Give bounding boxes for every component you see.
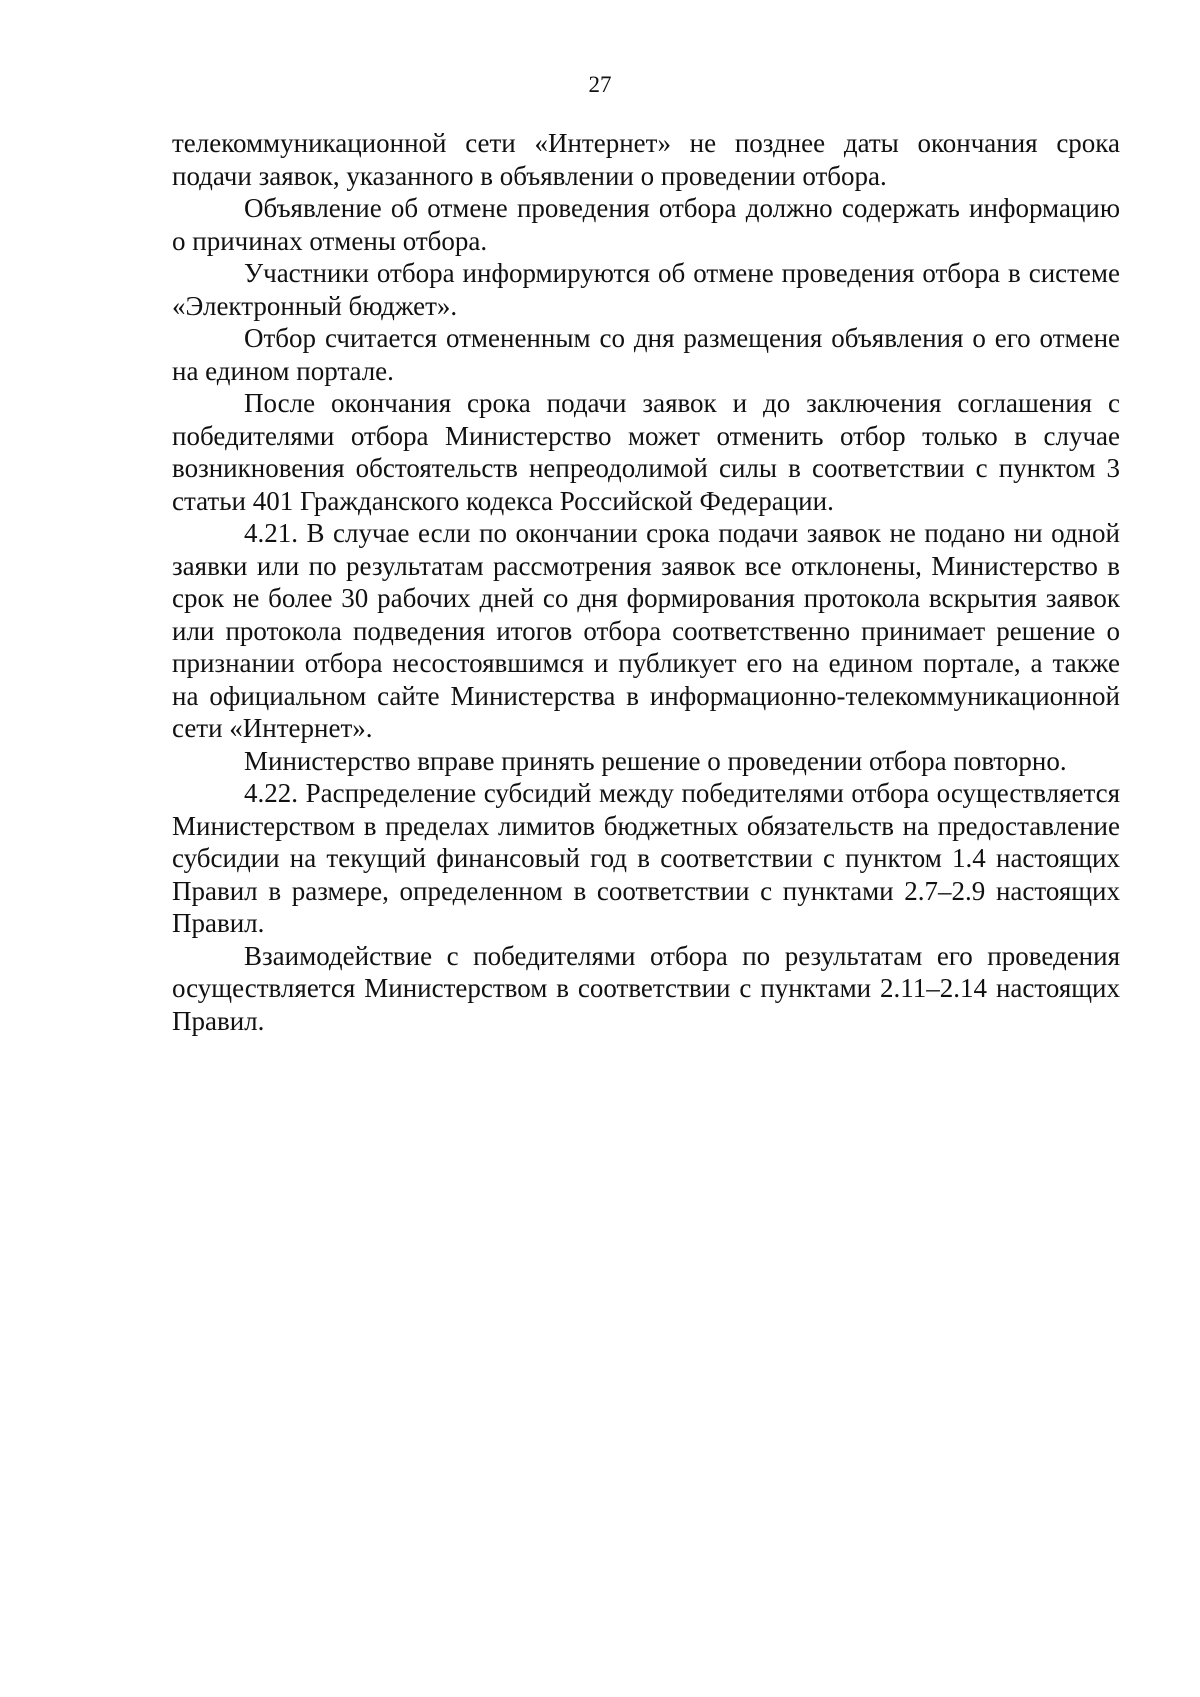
paragraph-continuation: телекоммуникационной сети «Интернет» не позднее даты окончания срока подачи заявок, указанного в объявлении о проведении отбора. bbox=[172, 128, 1120, 191]
paragraph-4-21: 4.21. В случае если по окончании срока подачи заявок не подано ни одной заявки или по результатам рассмотрения заявок все отклонены, Министерство в срок не более 30 рабочих дней со дня формирования протокола вскрытия заявок или протокола подведения итогов отбора соответственно принимает решение о признании отбора несостоявшимся и публикует его на едином портале, а также на официальном сайте Министерства в информационно-телекоммуникационной сети «Интернет». bbox=[172, 518, 1120, 743]
paragraph-participants-informed: Участники отбора информируются об отмене проведения отбора в системе «Электронный бюджет». bbox=[172, 258, 1120, 321]
document-body bbox=[172, 127, 1120, 1037]
paragraph-force-majeure: После окончания срока подачи заявок и до заключения соглашения с победителями отбора Министерство может отменить отбор только в случае возникновения обстоятельств непреодолимой силы в соответствии с пунктом 3 статьи 401 Гражданского кодекса Российской Федерации. bbox=[172, 388, 1120, 516]
page-number: 27 bbox=[588, 72, 612, 97]
paragraph-selection-cancelled: Отбор считается отмененным со дня размещения объявления о его отмене на едином портале. bbox=[172, 323, 1120, 386]
paragraph-interaction-winners: Взаимодействие с победителями отбора по результатам его проведения осуществляется Министерством в соответствии с пунктами 2.11–2.14 настоящих Правил. bbox=[172, 940, 1120, 1036]
paragraph-cancellation-notice: Объявление об отмене проведения отбора должно содержать информацию о причинах отмены отбора. bbox=[172, 193, 1120, 256]
paragraph-4-22: 4.22. Распределение субсидий между победителями отбора осуществляется Министерством в пределах лимитов бюджетных обязательств на предоставление субсидии на текущий финансовый год в соответствии с пунктом 1.4 настоящих Правил в размере, определенном в соответствии с пунктами 2.7–2.9 настоящих Правил. bbox=[172, 778, 1120, 938]
paragraph-repeat-selection: Министерство вправе принять решение о проведении отбора повторно. bbox=[244, 745, 1067, 776]
